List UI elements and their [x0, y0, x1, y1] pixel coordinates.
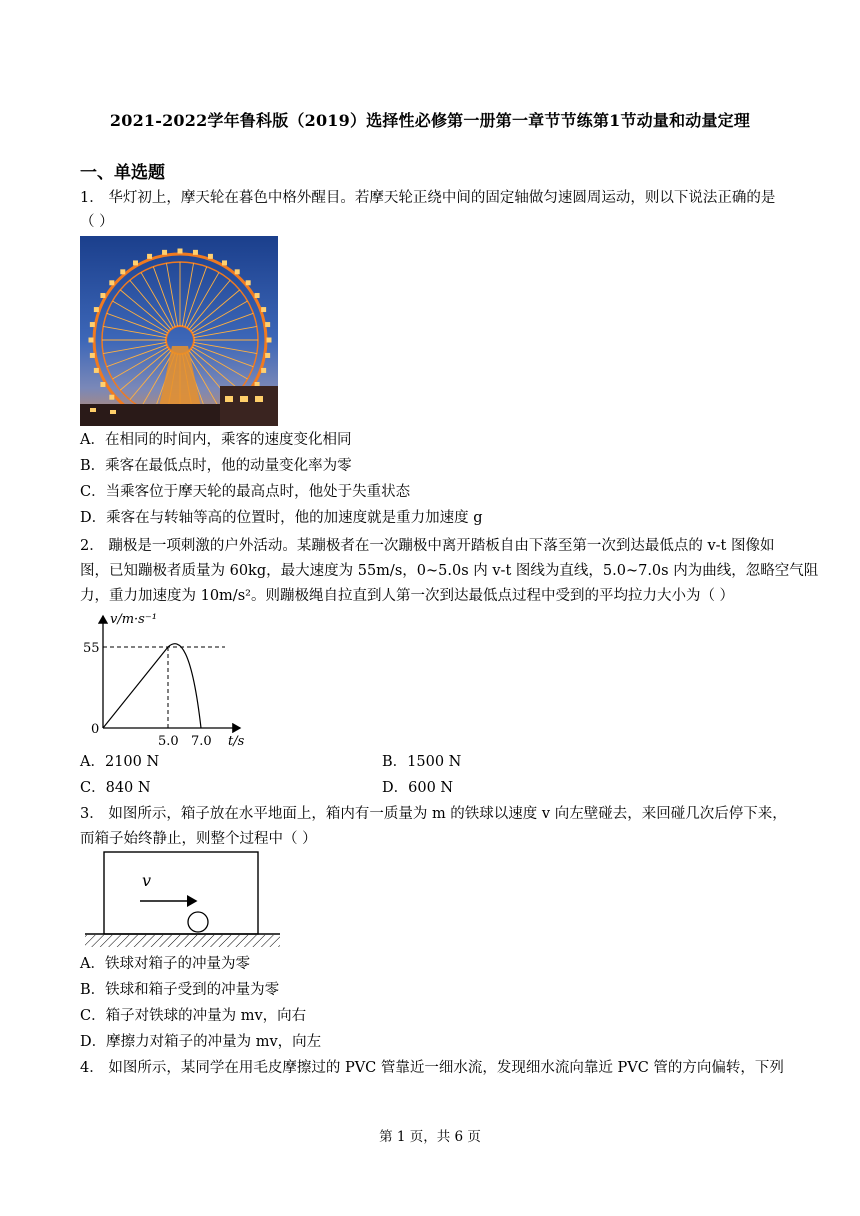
page-footer: 第 1 页，共 6 页: [379, 1129, 481, 1145]
q2-stem-line3: 力，重力加速度为 10m/s²。则蹦极绳自拉直到人第一次到达最低点过程中受到的平均拉力大小为（ ）: [80, 588, 735, 604]
q1-stem-line2: （ ）: [80, 214, 114, 230]
wheel-cabin: [208, 254, 213, 259]
box-outline: [104, 852, 258, 934]
ferris-wheel-photo: [80, 236, 278, 426]
wheel-cabin: [94, 307, 99, 312]
x-axis-label: t/s: [228, 734, 245, 749]
wheel-cabin: [109, 395, 114, 400]
velocity-label: v: [142, 871, 152, 890]
wheel-cabin: [261, 307, 266, 312]
q1-stem-line1: 1． 华灯初上，摩天轮在暮色中格外醒目。若摩天轮正绕中间的固定轴做匀速圆周运动，则以下说法正确的是: [80, 190, 776, 206]
y-axis-label: v/m·s⁻¹: [110, 612, 157, 627]
y-tick-label: 55: [83, 641, 100, 656]
ground-hatch: [85, 935, 280, 947]
wheel-cabin: [90, 353, 95, 358]
q1-option-a: A．在相同的时间内，乘客的速度变化相同: [80, 432, 352, 448]
iron-ball: [188, 912, 208, 932]
q2-option-a: A．2100 N: [80, 754, 160, 770]
x-tick-label: 5.0: [158, 734, 179, 749]
curve-segment: [168, 644, 201, 728]
wheel-cabin: [261, 368, 266, 373]
wheel-cabin: [94, 368, 99, 373]
straight-segment: [103, 647, 168, 728]
q2-option-d: D．600 N: [382, 780, 454, 796]
wheel-cabin: [178, 249, 183, 254]
wheel-cabin: [193, 250, 198, 255]
q2-option-b: B．1500 N: [382, 754, 462, 770]
vt-graph: [80, 610, 270, 755]
wheel-cabin: [162, 250, 167, 255]
q3-option-b: B．铁球和箱子受到的冲量为零: [80, 982, 280, 998]
q2-stem-line1: 2． 蹦极是一项刺激的户外活动。某蹦极者在一次蹦极中离开踏板自由下落至第一次到达最低点的 v-t 图像如: [80, 538, 775, 554]
q3-stem-line2: 而箱子始终静止，则整个过程中（ ）: [80, 831, 317, 847]
q2-stem-line2: 图，已知蹦极者质量为 60kg，最大速度为 55m/s，0~5.0s 内 v-t 图线为直线，5.0~7.0s 内为曲线，忽略空气阻: [80, 563, 819, 579]
wheel-cabin: [255, 293, 260, 298]
wheel-cabin: [109, 280, 114, 285]
wheel-cabin: [246, 280, 251, 285]
q4-stem-line1: 4． 如图所示，某同学在用毛皮摩擦过的 PVC 管靠近一细水流，发现细水流向靠近 PVC 管的方向偏转，下列: [80, 1060, 784, 1076]
wheel-cabin: [133, 260, 138, 265]
q1-option-d: D．乘客在与转轴等高的位置时，他的加速度就是重力加速度 g: [80, 510, 483, 526]
wheel-cabin: [100, 293, 105, 298]
q3-option-d: D．摩擦力对箱子的冲量为 mv，向左: [80, 1034, 322, 1050]
wheel-cabin: [265, 322, 270, 327]
q2-option-c: C．840 N: [80, 780, 151, 796]
page-title: 2021-2022学年鲁科版（2019）选择性必修第一册第一章节节练第1节动量和动量定理: [109, 111, 751, 130]
q1-option-c: C．当乘客位于摩天轮的最高点时，他处于失重状态: [80, 484, 411, 500]
wheel-cabin: [89, 338, 94, 343]
wheel-cabin: [90, 322, 95, 327]
q3-option-a: A．铁球对箱子的冲量为零: [80, 956, 250, 972]
q1-option-b: B．乘客在最低点时，他的动量变化率为零: [80, 458, 352, 474]
x-tick-label: 7.0: [191, 734, 212, 749]
wheel-cabin: [235, 269, 240, 274]
wheel-cabin: [267, 338, 272, 343]
wheel-cabin: [100, 382, 105, 387]
wheel-cabin: [222, 260, 227, 265]
wheel-cabin: [147, 254, 152, 259]
q3-stem-line1: 3． 如图所示，箱子放在水平地面上，箱内有一质量为 m 的铁球以速度 v 向左壁碰去，来回碰几次后停下来，: [80, 806, 787, 822]
origin-label: 0: [91, 722, 100, 737]
wheel-cabin: [265, 353, 270, 358]
wheel-cabin: [120, 269, 125, 274]
q3-option-c: C．箱子对铁球的冲量为 mv，向右: [80, 1008, 307, 1024]
section-heading: 一、单选题: [80, 163, 165, 183]
box-ball-figure: [80, 848, 285, 953]
